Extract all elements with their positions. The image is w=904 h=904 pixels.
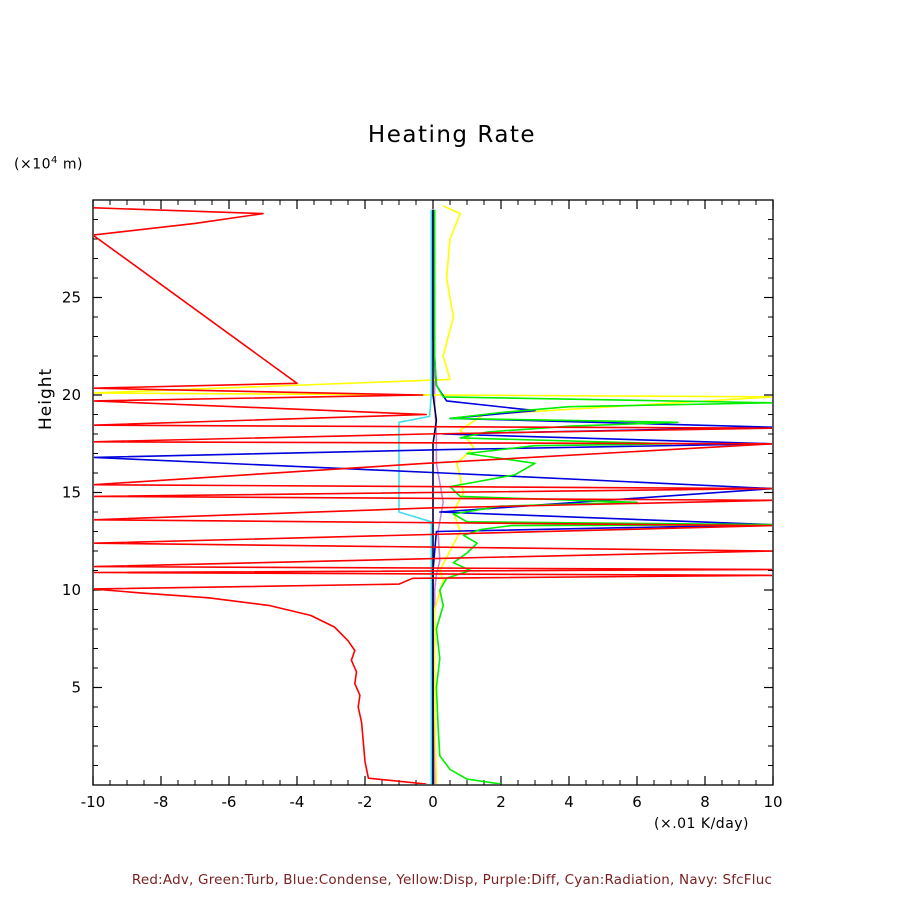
x-axis-label: (×.01 K/day) bbox=[654, 816, 750, 832]
x-tick-label: 6 bbox=[632, 793, 642, 811]
x-tick-label: 0 bbox=[428, 793, 438, 811]
y-tick-label: 15 bbox=[61, 483, 81, 502]
legend-text: Red:Adv, Green:Turb, Blue:Condense, Yellow:Disp, Purple:Diff, Cyan:Radiation, Navy: SfcFluc bbox=[131, 872, 773, 888]
y-tick-label: 20 bbox=[61, 386, 81, 404]
x-tick-label: -2 bbox=[357, 793, 373, 811]
x-tick-label: -8 bbox=[153, 793, 169, 811]
x-tick-label: 8 bbox=[700, 793, 710, 811]
y-tick-label: 25 bbox=[61, 288, 81, 307]
x-tick-label: -4 bbox=[289, 793, 305, 811]
y-tick-label: 10 bbox=[61, 581, 81, 599]
x-tick-label: -10 bbox=[80, 793, 106, 811]
series-group bbox=[93, 206, 773, 784]
y-axis-unit-label: ($\times 10^4$ m) bbox=[14, 155, 83, 173]
series-line-diff bbox=[435, 210, 444, 784]
x-tick-label: -6 bbox=[221, 793, 237, 811]
series-line-radiation bbox=[399, 210, 431, 784]
x-tick-label: 2 bbox=[496, 793, 506, 811]
series-line-turb bbox=[435, 210, 773, 784]
y-axis-label: Height bbox=[36, 367, 56, 430]
y-tick-label: 5 bbox=[71, 678, 81, 697]
x-tick-label: 10 bbox=[763, 793, 783, 811]
chart-title: Heating Rate bbox=[367, 122, 537, 148]
x-tick-label: 4 bbox=[564, 793, 574, 811]
